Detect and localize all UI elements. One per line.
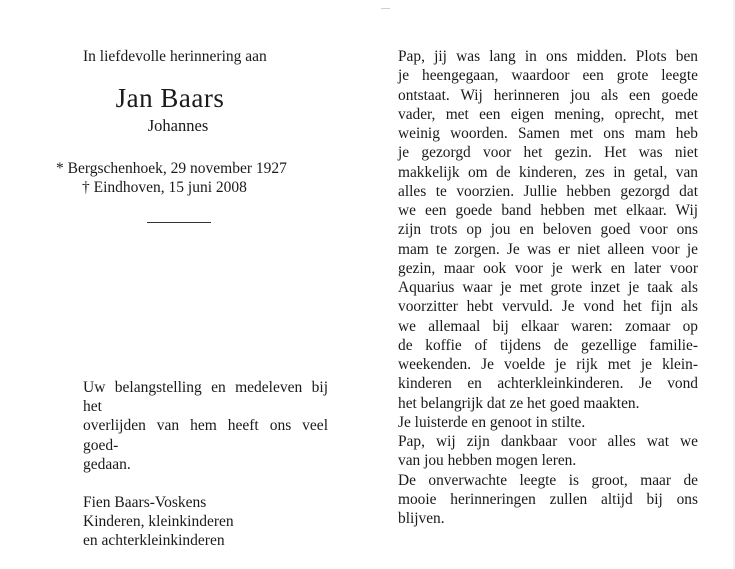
- thanks-line: gedaan.: [83, 455, 131, 473]
- thanks-line: overlijden van hem heeft ons veel goed-: [83, 417, 328, 454]
- deceased-name: Jan Baars: [115, 83, 225, 113]
- tribute-line: ontstaat. Wij herinneren jou als een goede: [398, 86, 698, 104]
- tribute-line: alles te voorzien. Jullie hebben gezorgd dat: [398, 182, 698, 200]
- birth-line: * Bergschenhoek, 29 november 1927: [56, 160, 287, 177]
- fold-mark: [381, 8, 390, 9]
- tribute-text: [398, 47, 698, 528]
- tribute-line: makkelijk om de kinderen, zes in getal, van: [398, 163, 698, 181]
- intro-text: In liefdevolle herinnering aan: [83, 48, 267, 65]
- family-line: Kinderen, kleinkinderen: [83, 513, 234, 531]
- given-name: Johannes: [147, 116, 209, 135]
- tribute-line: kinderen en achterkleinkinderen. Je vond: [398, 375, 698, 393]
- tribute-line: de koffie of tijdens de gezellige familie-: [398, 336, 698, 354]
- tribute-line: De onverwachte leegte is groot, maar de: [398, 471, 698, 489]
- tribute-line: weekenden. Je voelde je rijk met je klein-: [398, 356, 698, 373]
- tribute-line: Je luisterde en genoot in stilte.: [398, 413, 586, 431]
- tribute-line: je gezorgd voor het gezin. Het was niet: [398, 144, 698, 162]
- divider-rule: [147, 222, 211, 223]
- tribute-line: voorzitter hebt vervuld. Je vond het fijn als: [398, 298, 698, 316]
- tribute-line: gezin, maar ook voor je werk en later voor: [398, 259, 698, 277]
- thanks-block: [83, 378, 328, 551]
- family-line: en achterkleinkinderen: [83, 532, 225, 550]
- death-line: † Eindhoven, 15 juni 2008: [82, 179, 247, 196]
- tribute-line: het belangrijk dat ze het goed maakten.: [398, 394, 640, 412]
- tribute-line: je heengegaan, waardoor een grote leegte: [398, 67, 698, 85]
- tribute-line: mooie herinneringen zullen altijd bij ons: [398, 490, 698, 508]
- family-line: Fien Baars-Voskens: [83, 494, 207, 512]
- tribute-line: weinig woorden. Samen met ons mam heb: [398, 125, 698, 142]
- tribute-line: van jou hebben mogen leren.: [398, 452, 577, 470]
- thanks-line: Uw belangstelling en medeleven bij het: [83, 379, 328, 416]
- tribute-line: Aquarius waar je met grote inzet je taak als: [398, 279, 698, 296]
- tribute-line: Pap, wij zijn dankbaar voor alles wat we: [398, 433, 698, 450]
- tribute-line: mam te zorgen. Je was er niet alleen voor je: [398, 240, 698, 258]
- tribute-line: Pap, jij was lang in ons midden. Plots ben: [398, 48, 698, 65]
- tribute-line: zijn trots op jou en beloven goed voor ons: [398, 221, 698, 239]
- tribute-line: vader, met een eigen mening, oprecht, met: [398, 105, 698, 123]
- tribute-line: we allemaal bij elkaar waren: zomaar op: [398, 317, 698, 335]
- tribute-line: we een goede band hebben met elkaar. Wij: [398, 202, 698, 219]
- tribute-line: blijven.: [398, 510, 445, 527]
